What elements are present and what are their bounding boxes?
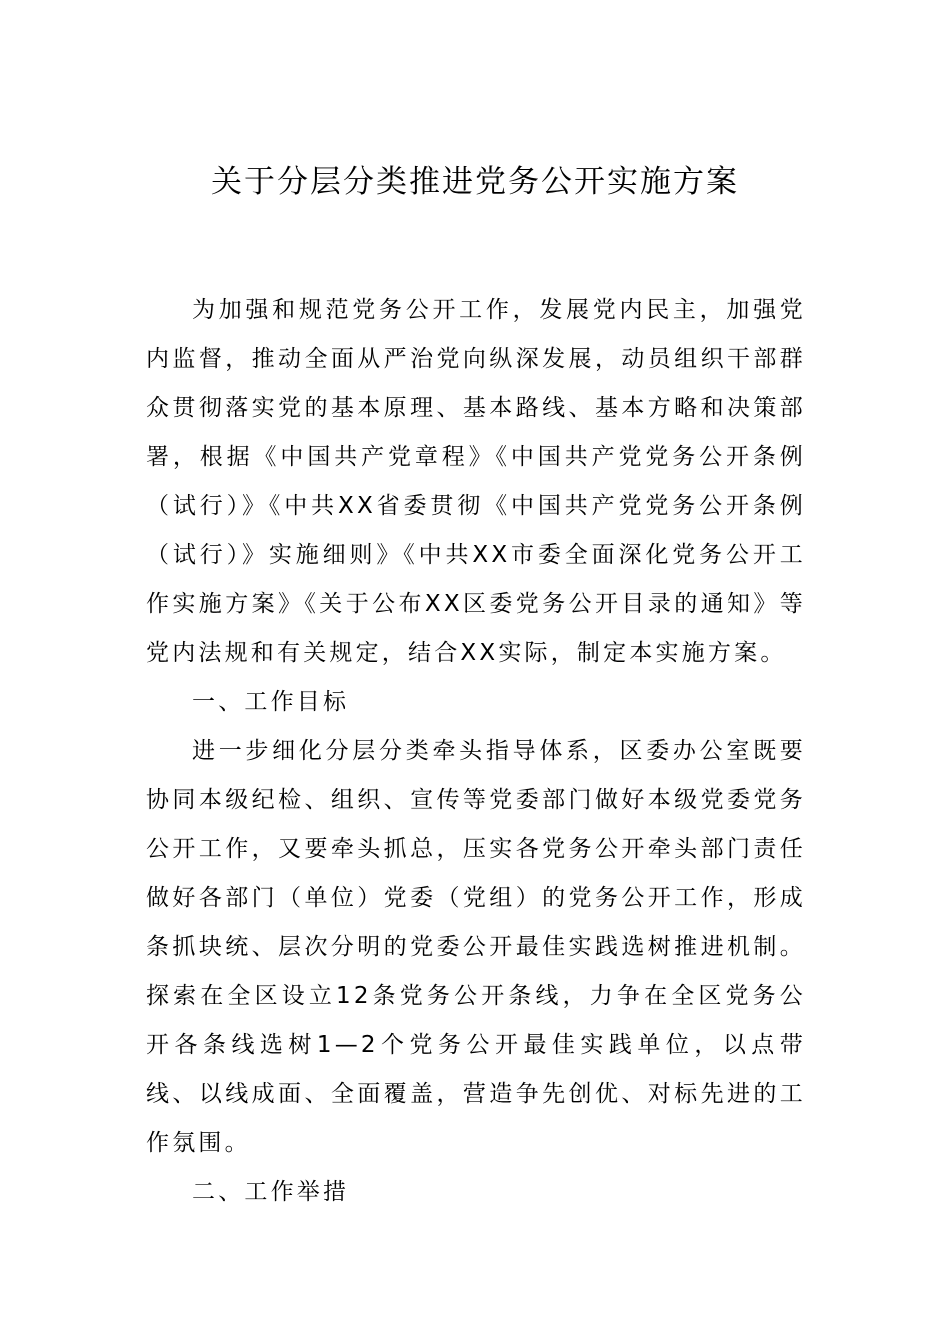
section-heading-goals: 一、工作目标 [192,689,350,715]
document-body [146,286,806,1217]
section-heading-measures: 二、工作举措 [192,1179,350,1205]
goals-paragraph: 进一步细化分层分类牵头指导体系，区委办公室既要协同本级纪检、组织、宣传等党委部门做好本级党委党务公开工作，又要牵头抓总，压实各党务公开牵头部门责任做好各部门（单位）党委（党组）的党务公开工作，形成条抓块统、层次分明的党委公开最佳实践选树推进机制。探索在全区设立12条党务公开条线，力争在全区党务公开各条线选树1—2个党务公开最佳实践单位，以点带线、以线成面、全面覆盖，营造争先创优、对标先进的工作氛围。 [146,738,806,1156]
intro-paragraph: 为加强和规范党务公开工作，发展党内民主，加强党内监督，推动全面从严治党向纵深发展，动员组织干部群众贯彻落实党的基本原理、基本路线、基本方略和决策部署，根据《中国共产党章程》《中国共产党党务公开条例（试行）》《中共XX省委贯彻《中国共产党党务公开条例（试行）》实施细则》《中共XX市委全面深化党务公开工作实施方案》《关于公布XX区委党务公开目录的通知》等党内法规和有关规定，结合XX实际，制定本实施方案。 [146,297,806,666]
document-title: 关于分层分类推进党务公开实施方案 [211,164,739,200]
